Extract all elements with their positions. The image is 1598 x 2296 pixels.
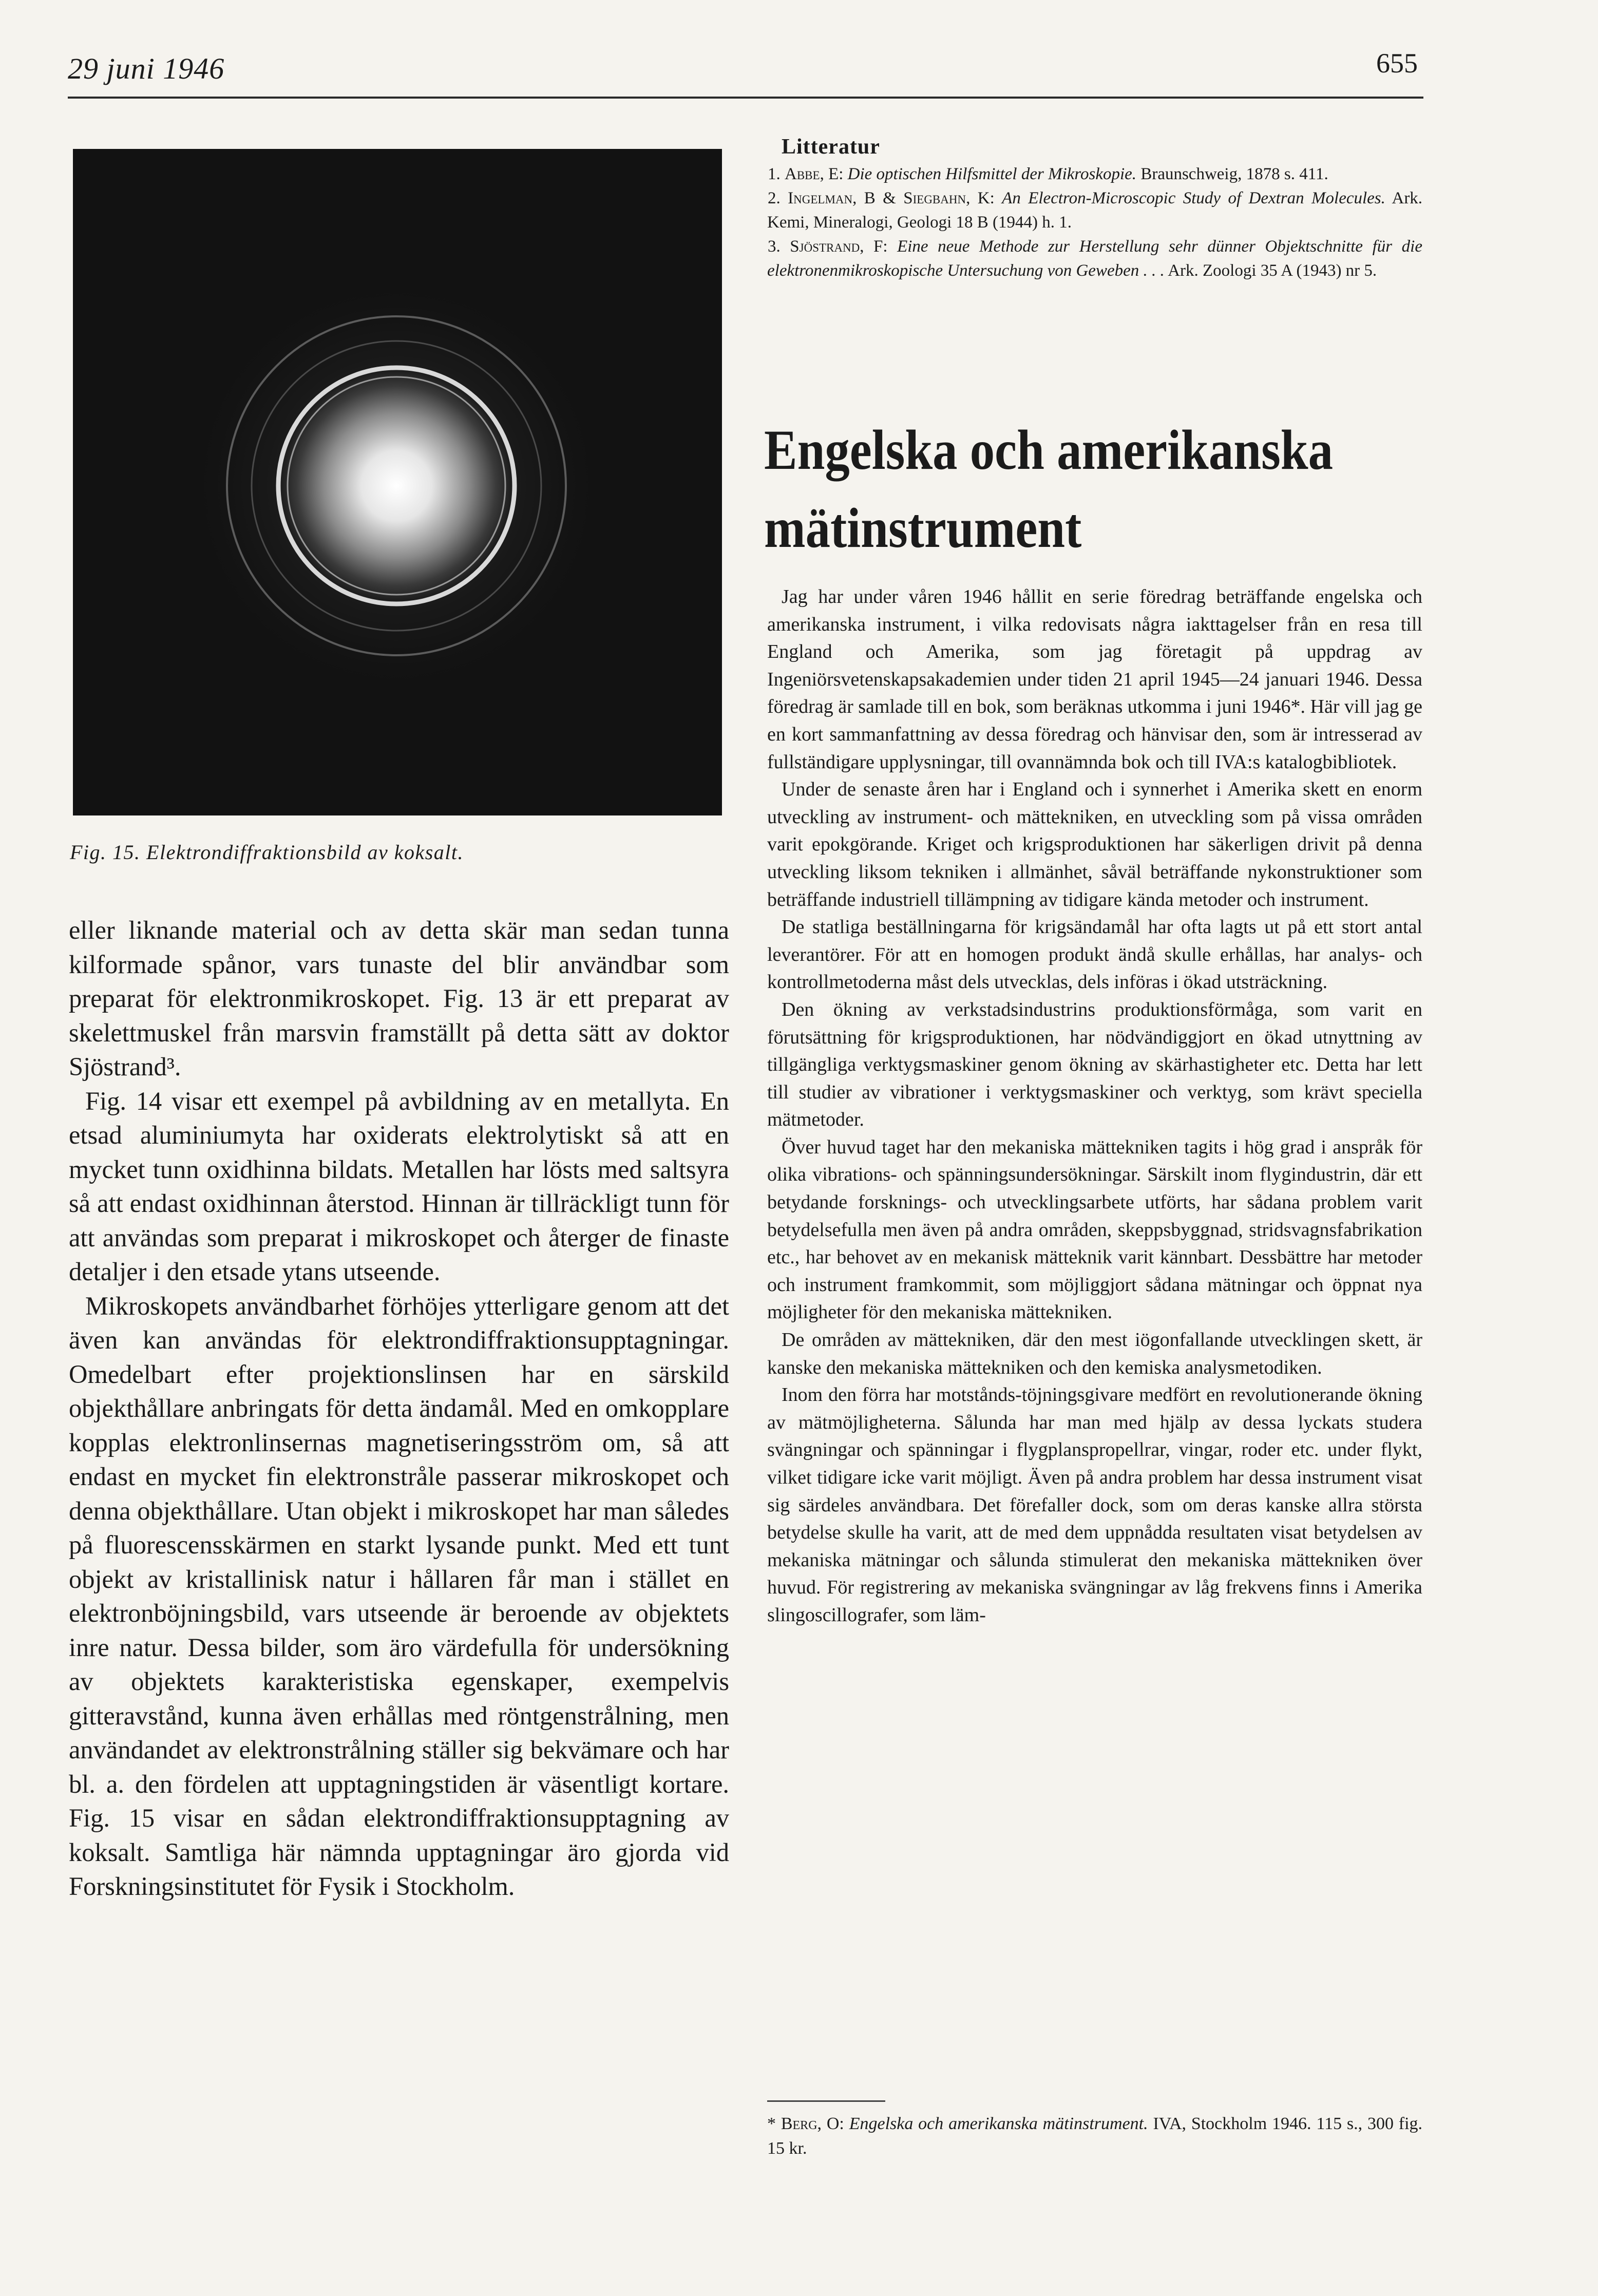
page-number: 655: [1376, 48, 1418, 79]
article-paragraph: De statliga beställningarna för krigsändamål har ofta lagts ut på ett stort antal leverantörer. För att en homogen produkt ändå skulle erhållas, har analys- och kontrollmetoderna måst dels utvecklas, dels införas i ökad utsträckning.: [767, 916, 1422, 993]
article-paragraph: Jag har under våren 1946 hållit en serie föredrag beträffande engelska och amerikanska instrument, i vilka redovisats några iakttagelser från en resa till England och Amerika, som jag företagit på uppdrag av Ingeniörsvetenskapsakademien under tiden 21 april 1945—24 januari 1946. Dessa föredrag är samlade till en bok, som beräknas utkomma i juni 1946*. Här vill jag ge en kort sammanfattning av dessa föredrag och hänvisar den, som är intresserad av fullständigare upplysningar, till ovannämnda bok och till IVA:s katalogbibliotek.: [767, 586, 1422, 773]
footnote: * Berg, O: Engelska och amerikanska mätinstrument. IVA, Stockholm 1946. 115 s., 300 fig. 15 kr.: [767, 2114, 1423, 2158]
literature-heading: Litteratur: [782, 135, 880, 159]
footnote-rule: [767, 2100, 885, 2102]
header-rule: [68, 97, 1423, 99]
article-paragraph: De områden av mättekniken, där den mest iögonfallande utvecklingen skett, är kanske den mekaniska mättekniken och den kemiska analysmetodiken.: [767, 1329, 1422, 1378]
reference-list: [767, 162, 1422, 283]
reference-item: 1. Abbe, E: Die optischen Hilfsmittel der Mikroskopie. Braunschweig, 1878 s. 411.: [768, 165, 1328, 183]
article-paragraph: Under de senaste åren har i England och i synnerhet i Amerika skett en enorm utveckling av instrument- och mättekniken, en utveckling som på vissa områden varit epokgörande. Kriget och krigsproduktionen har säkerligen drivit på denna utveckling liksom tekniken i allmänhet, såväl beträffande nykonstruktioner som beträffande industriell tillämpning av tidigare kända metoder och instrument.: [767, 779, 1422, 910]
article-paragraph: Inom den förra har motstånds-töjningsgivare medfört en revolutionerande ökning av mätmöjligheterna. Sålunda har man med hjälp av dessa lyckats studera svängningar och spänningar i flygplanspropellrar, vingar, roder etc. under flykt, vilket tidigare icke varit möjligt. Även på andra problem har dessa instrument visat sig särdeles användbara. Det förefaller dock, som om deras kanske allra största betydelse skulle ha varit, att de med dem uppnådda resultaten visat betydelsen av mekaniska mätningar och sålunda stimulerat den mekaniska mättekniken över huvud. För registrering av mekaniska svängningar av låg frekvens finns i Amerika slingoscillografer, som läm-: [767, 1384, 1422, 1626]
reference-item: 2. Ingelman, B & Siegbahn, K: An Electron-Microscopic Study of Dextran Molecules. Ark. Kemi, Mineralogi, Geologi 18 B (1944) h. 1.: [767, 189, 1423, 232]
left-paragraph: Mikroskopets användbarhet förhöjes ytterligare genom att det även kan användas för elektrondiffraktionsupptagningar. Omedelbart efter projektionslinsen har en särskild objekthållare anbringats för detta ändamål. Med en omkopplare kopplas elektronlinsernas magnetiseringsström om, så att endast en mycket fin elektronstråle passerar mikroskopet och denna objekthållare. Utan objekt i mikroskopet har man således på fluorescensskärmen en starkt lysande punkt. Med ett tunt objekt av kristallinisk natur i hållaren får man i stället en elektronböjningsbild, vars utseende är beroende av objektets inre natur. Dessa bilder, som äro värdefulla för undersökning av objektets karakteristiska egenskaper, exempelvis gitteravstånd, kunna även erhållas med röntgenstrålning, men användandet av elektronstrålning ställer sig bekvämare och har bl. a. den fördelen att upptagningstiden är väsentligt kortare. Fig. 15 visar en sådan elektrondiffraktionsupptagning av koksalt. Samtliga här nämnda upptagningar äro gjorda vid Forskningsinstitutet för Fysik i Stockholm.: [69, 1291, 729, 1901]
article-title: Engelska och amerikanska mätinstrument: [764, 419, 1334, 559]
diffraction-image: [73, 149, 722, 815]
figure-caption: Fig. 15. Elektrondiffraktionsbild av koksalt.: [70, 841, 464, 864]
left-paragraph: eller liknande material och av detta skär man sedan tunna kilformade spånor, vars tunaste del blir användbar som preparat för elektronmikroskopet. Fig. 13 är ett preparat av skelettmuskel från marsvin framställt på detta sätt av doktor Sjöstrand³.: [69, 916, 729, 1081]
article-paragraph: Över huvud taget har den mekaniska mättekniken tagits i hög grad i anspråk för olika vibrations- och spänningsundersökningar. Särskilt inom flygindustrin, där ett betydande forsknings- och utvecklingsarbete utförts, har sådana problem varit betydelsefulla men även på andra områden, skeppsbyggnad, stridsvagnsfabrikation etc., har behovet av en mekanisk mätteknik varit kännbart. Dessbättre har metoder och instrument framkommit, som möjliggjort sådana mätningar och öppnat nya möjligheter för den mekaniska mättekniken.: [767, 1136, 1422, 1323]
reference-item: 3. Sjöstrand, F: Eine neue Methode zur Herstellung sehr dünner Objektschnitte für die elektronenmikroskopische Untersuchung von Geweben . . . Ark. Zoologi 35 A (1943) nr 5.: [767, 237, 1422, 280]
left-paragraph: Fig. 14 visar ett exempel på avbildning av en metallyta. En etsad aluminiumyta har oxiderats elektrolytiskt så att en mycket tunn oxidhinna bildats. Metallen har lösts med saltsyra så att endast oxidhinnan återstod. Hinnan är tillräckligt tunn för att användas som preparat i mikroskopet och återger de finaste detaljer i den etsade ytans utseende.: [69, 1086, 729, 1286]
page-date: 29 juni 1946: [68, 52, 225, 85]
article-body: [767, 583, 1422, 1629]
left-column-text: [69, 913, 729, 1904]
article-paragraph: Den ökning av verkstadsindustrins produktionsförmåga, som varit en förutsättning för krigsproduktionen, har nödvändiggjort en ökad utnyttning av tillgängliga verktygsmaskiner genom ökning av skärhastigheter etc. Detta har lett till studier av vibrationer i verktygsmaskiner och verktyg, som krävt speciella mätmetoder.: [767, 998, 1422, 1131]
diffraction-figure: [73, 149, 722, 815]
